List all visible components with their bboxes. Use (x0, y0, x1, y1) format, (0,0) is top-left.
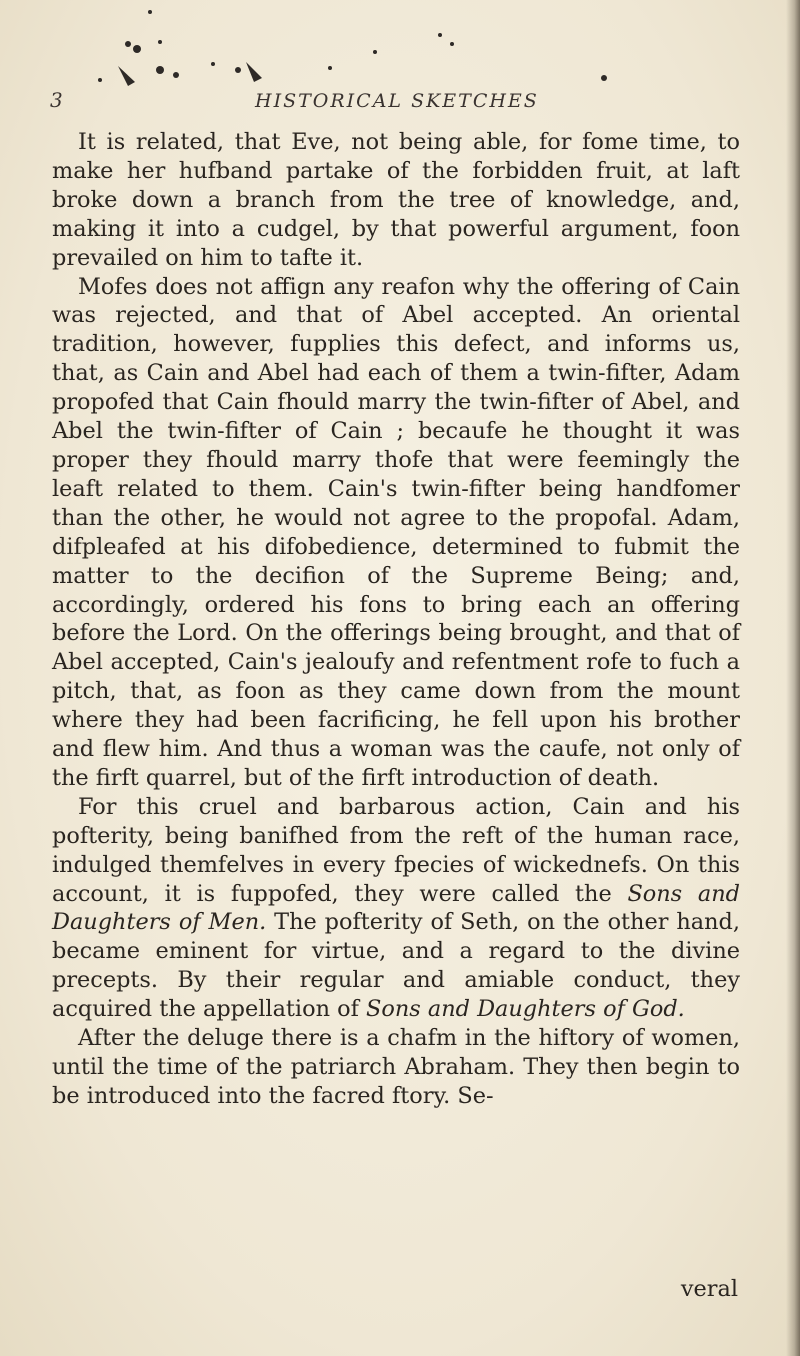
italic-phrase: Sons and Daughters of Men. (52, 880, 740, 936)
italic-phrase: Sons and Daughters of God. (366, 996, 685, 1023)
paragraph-text: The pofterity of Seth, on the other hand, became eminent for virtue, and a regard to the divine precepts. By their regular and amiable conduct, they acquired the appellation of (52, 909, 740, 1023)
binding-shadow (786, 0, 800, 1356)
paragraph: After the deluge there is a chafm in the hiftory of women, until the time of the patriarch Abraham. They then begin to be introduced into the facred ftory. Se- (52, 1025, 740, 1109)
paragraph: It is related, that Eve, not being able, for fome time, to make her hufband partake of the forbidden fruit, at laft broke down a branch from the tree of knowledge, and, making it into a cudgel, by that powerful argument, foon prevailed on him to tafte it. (52, 129, 740, 271)
catchword: veral (680, 1276, 738, 1302)
page-number: 3 (50, 88, 63, 112)
paragraph-text: For this cruel and barbarous action, Cain and his pofterity, being banifhed from the reft of the human race, indulged themfelves in every fpecies of wickednefs. On this account, it is fuppofed, they were called the (52, 793, 740, 907)
paragraph: Mofes does not affign any reafon why the offering of Cain was rejected, and that of Abel accepted. An oriental tradition, however, fupplies this defect, and informs us, that, as Cain and Abel had each of them a twin-fifter, Adam propofed that Cain fhould marry the twin-fifter of Abel, and Abel the twin-fifter of Cain ; becaufe he thought it was proper they fhould marry thofe that were feemingly the leaft related to them. Cain's twin-fifter being handfomer than the other, he would not agree to the propofal. Adam, difpleafed at his difobedience, determined to fubmit the matter to the decifion of the Supreme Being; and, accordingly, ordered his fons to bring each an offering before the Lord. On the offerings being brought, and that of Abel accepted, Cain's jealoufy and refentment rofe to fuch a pitch, that, as foon as they came down from the mount where they had been facrificing, he fell upon his brother and flew him. And thus a woman was the caufe, not only of the firft quarrel, but of the firft introduction of death. (52, 273, 740, 791)
paragraph (52, 793, 740, 1024)
page-header (50, 88, 740, 120)
body-text (52, 128, 740, 1111)
running-head: HISTORICAL SKETCHES (255, 90, 539, 112)
